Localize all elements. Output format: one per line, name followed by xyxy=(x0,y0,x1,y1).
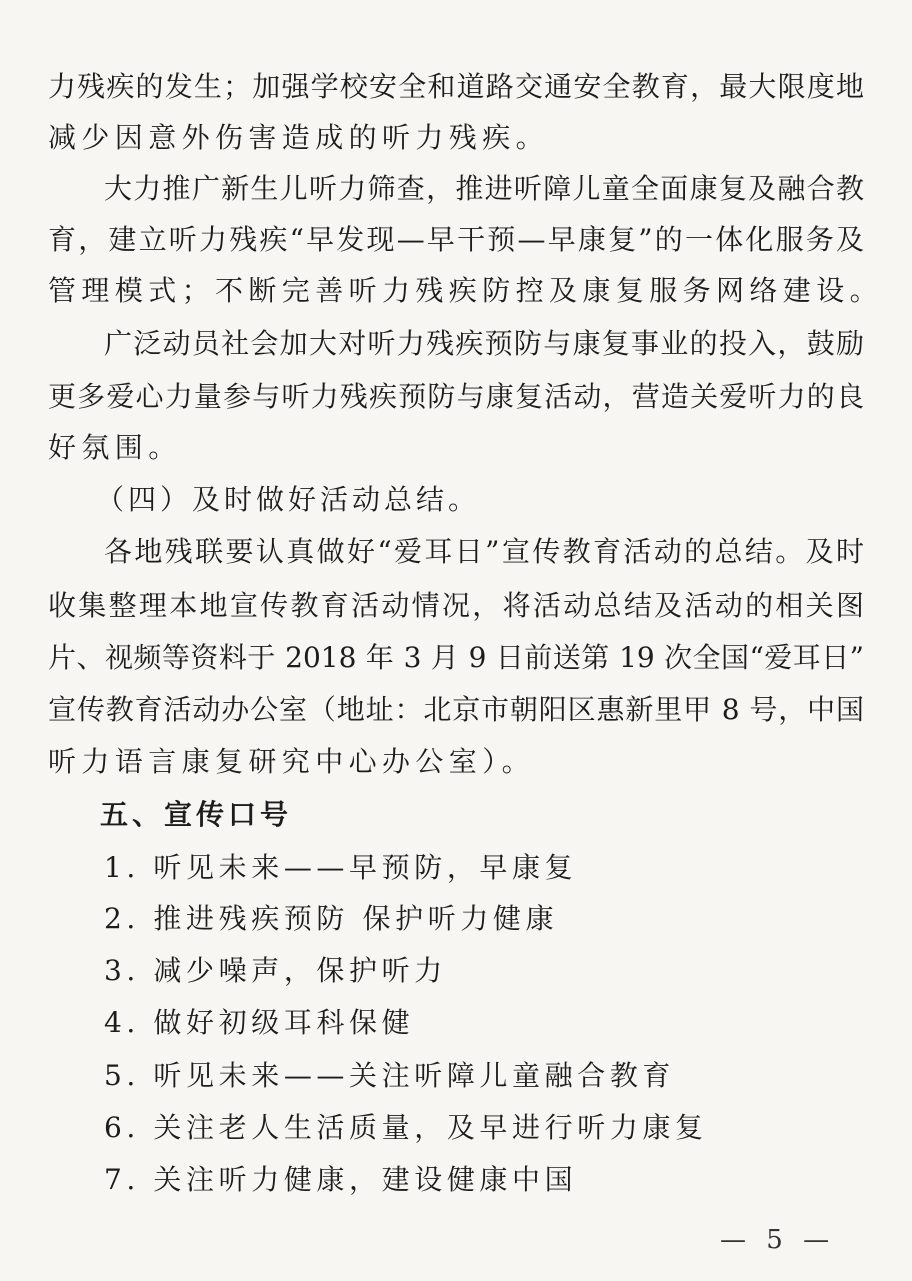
paragraph-line: 听力语言康复研究中心办公室）。 xyxy=(48,745,536,778)
paragraph-line: 力残疾的发生；加强学校安全和道路交通安全教育，最大限度地 xyxy=(48,70,864,103)
slogan-item: 1. 听见未来——早预防，早康复 xyxy=(104,851,578,884)
paragraph-line: 大力推广新生儿听力筛查，推进听障儿童全面康复及融合教 xyxy=(104,172,864,205)
paragraph-line: 管理模式；不断完善听力残疾防控及康复服务网络建设。 xyxy=(48,274,884,307)
paragraph-line: 各地残联要认真做好“爱耳日”宣传教育活动的总结。及时 xyxy=(104,535,864,568)
slogan-item: 7. 关注听力健康，建设健康中国 xyxy=(104,1163,578,1196)
slogan-item: 2. 推进残疾预防 保护听力健康 xyxy=(104,902,559,935)
paragraph-line: 更多爱心力量参与听力残疾预防与康复活动，营造关爱听力的良 xyxy=(48,380,864,413)
slogan-item: 3. 减少噪声，保护听力 xyxy=(104,954,447,987)
page-number: — 5 — xyxy=(720,1225,836,1255)
paragraph-line: 广泛动员社会加大对听力残疾预防与康复事业的投入，鼓励 xyxy=(104,327,864,360)
paragraph-line: 减少因意外伤害造成的听力残疾。 xyxy=(48,121,550,154)
paragraph-line: 收集整理本地宣传教育活动情况，将活动总结及活动的相关图 xyxy=(48,589,864,622)
slogan-item: 6. 关注老人生活质量，及早进行听力康复 xyxy=(104,1111,708,1144)
slogan-item: 4. 做好初级耳科保健 xyxy=(104,1006,415,1039)
paragraph-line: 片、视频等资料于 2018 年 3 月 9 日前送第 19 次全国“爱耳日” xyxy=(48,641,864,674)
paragraph-line: 好氛围。 xyxy=(48,431,182,464)
section-heading: 五、宣传口号 xyxy=(100,798,293,831)
paragraph-line: 育，建立听力残疾“早发现—早干预—早康复”的一体化服务及 xyxy=(48,223,864,256)
subsection-heading: （四）及时做好活动总结。 xyxy=(96,483,481,516)
slogan-item: 5. 听见未来——关注听障儿童融合教育 xyxy=(104,1059,676,1092)
paragraph-line: 宣传教育活动办公室（地址：北京市朝阳区惠新里甲 8 号，中国 xyxy=(48,693,864,726)
